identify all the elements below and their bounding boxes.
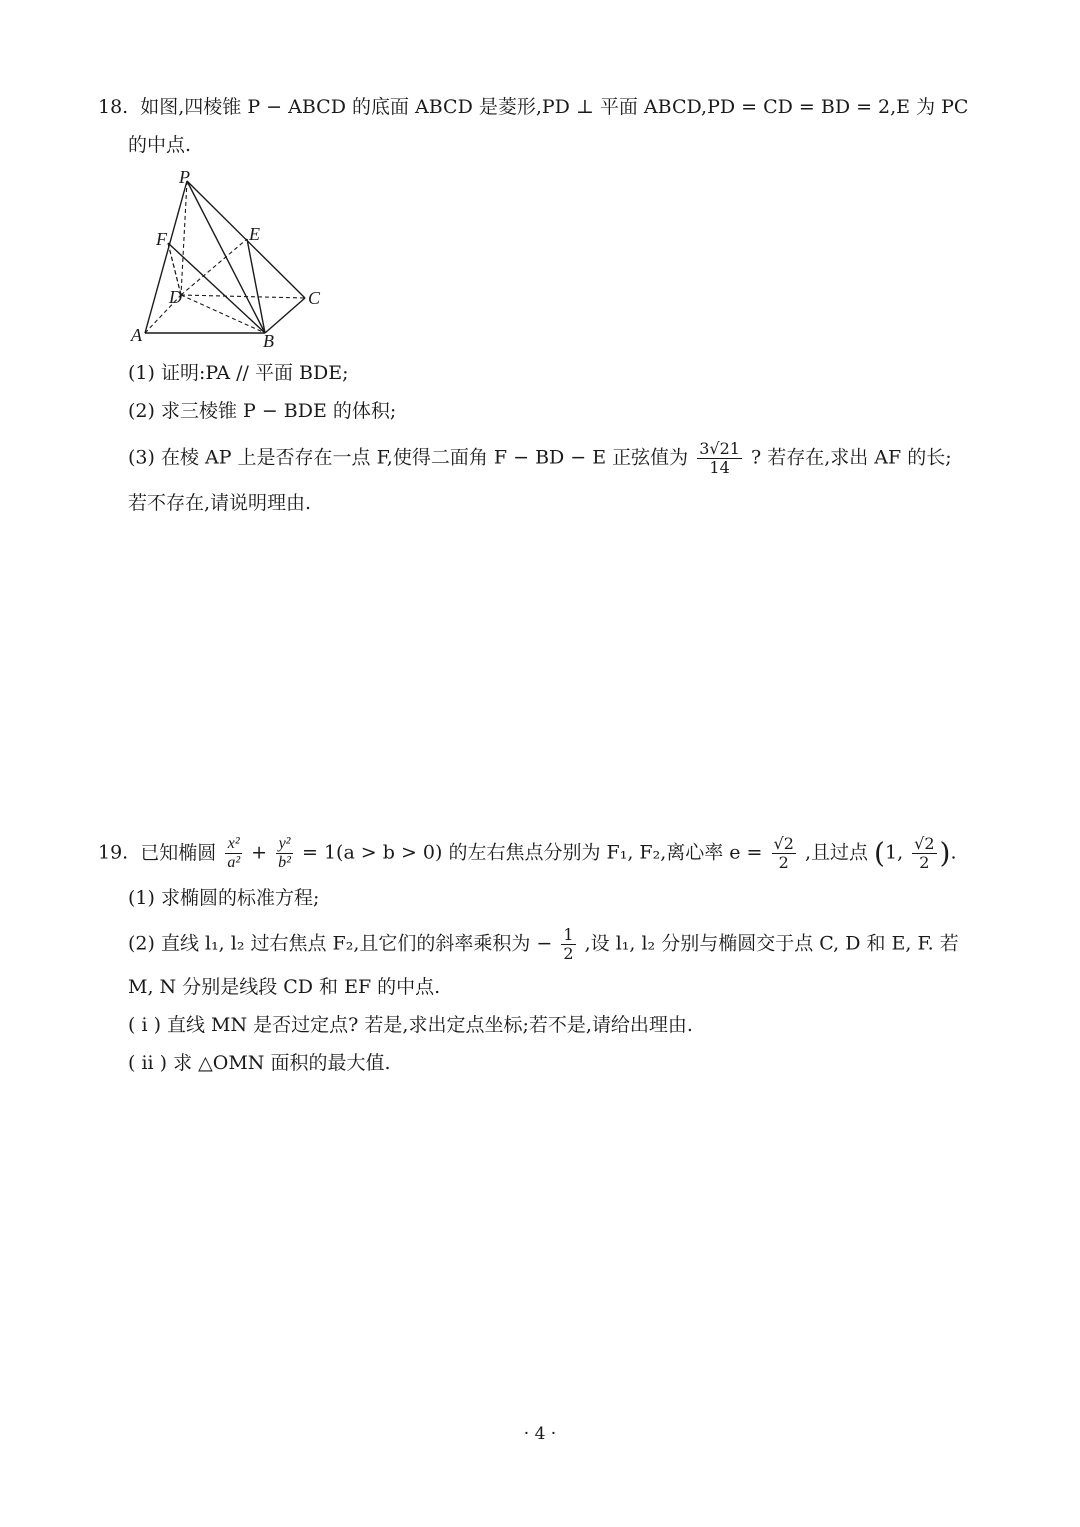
- q19-part2: [128, 926, 959, 963]
- q19-stem-a: 已知椭圆: [140, 841, 217, 864]
- q19-ecc-num: √2: [773, 834, 794, 853]
- pyramid-figure: [125, 163, 335, 353]
- label-b: B: [263, 331, 274, 351]
- label-d: D: [169, 287, 182, 307]
- q19-ecc-den: 2: [778, 853, 789, 872]
- q19-point-y-num: √2: [914, 834, 935, 853]
- q19-part2-line2: M, N 分别是线段 CD 和 EF 的中点.: [128, 976, 441, 998]
- q18-part3-tail: ? 若存在,求出 AF 的长;: [751, 446, 952, 469]
- q19-frac-y-den: b²: [278, 854, 291, 871]
- q19-frac-x: [225, 835, 242, 872]
- q19-plus: +: [251, 841, 268, 864]
- q18-frac-numerator: 3√21: [699, 439, 740, 458]
- q19-sub-ii: ( ii ) 求 △OMN 面积的最大值.: [128, 1052, 391, 1074]
- page-number: · 4 ·: [523, 1424, 557, 1444]
- q18-part3: [128, 440, 952, 477]
- q18-part3-line2: 若不存在,请说明理由.: [128, 492, 312, 514]
- q19-point-y-frac: [912, 835, 936, 872]
- q19-stem-b: = 1(a > b > 0) 的左右焦点分别为 F₁, F₂,离心率 e =: [301, 841, 763, 864]
- q18-part1: (1) 证明:PA // 平面 BDE;: [128, 362, 349, 384]
- q19-stem-end: .: [950, 841, 957, 864]
- q19-part1: (1) 求椭圆的标准方程;: [128, 887, 320, 909]
- q19-ecc-frac: [772, 835, 796, 872]
- q19-slope-num: 1: [563, 925, 574, 944]
- label-p: P: [179, 167, 190, 187]
- q19-part2-text: (2) 直线 l₁, l₂ 过右焦点 F₂,且它们的斜率乘积为 −: [128, 932, 553, 955]
- q18-number: 18.: [98, 96, 129, 118]
- q19-point-x: 1,: [884, 841, 904, 864]
- q19-stem: 19. 已知椭圆 $\frac{\text{x²}}{\text{a²}}$ + $\frac{\text{y²}}{\text{b²}}$ = 1(a > b > 0) 的左右焦点分别为 F₁, F₂,离心率 e = $\frac{√2}{2}$ ,且过点 (1, $\frac{√2}{2}$ ).: [98, 834, 957, 872]
- q19-number: 19.: [98, 841, 129, 864]
- q18-sine-fraction: [697, 440, 742, 477]
- q18-part3-text: (3) 在棱 AP 上是否存在一点 F,使得二面角 F − BD − E 正弦值为: [128, 446, 689, 469]
- q18-stem-line2: 的中点.: [128, 134, 192, 156]
- q19-stem-c: ,且过点: [804, 841, 868, 864]
- q18-part2: (2) 求三棱锥 P − BDE 的体积;: [128, 400, 397, 422]
- label-a: A: [131, 325, 142, 345]
- q19-frac-x-den: a²: [227, 854, 241, 871]
- label-f: F: [156, 229, 167, 249]
- label-e: E: [249, 224, 260, 244]
- q19-frac-x-num: x²: [225, 835, 242, 854]
- q18-frac-denominator: 14: [709, 458, 730, 477]
- q19-point-y-den: 2: [919, 853, 930, 872]
- q19-frac-y: [276, 835, 293, 872]
- q19-sub-i: ( i ) 直线 MN 是否过定点? 若是,求出定点坐标;若不是,请给出理由.: [128, 1014, 693, 1036]
- q19-part2-tail: ,设 l₁, l₂ 分别与椭圆交于点 C, D 和 E, F. 若: [584, 932, 959, 955]
- q19-slope-frac: [561, 926, 575, 963]
- q19-frac-y-num: y²: [276, 835, 293, 854]
- q18-stem-text: 如图,四棱锥 P − ABCD 的底面 ABCD 是菱形,PD ⊥ 平面 ABCD,PD = CD = BD = 2,E 为 PC: [140, 96, 969, 118]
- q19-slope-den: 2: [563, 944, 574, 963]
- label-c: C: [308, 288, 321, 308]
- q18-stem-line1: [98, 94, 968, 120]
